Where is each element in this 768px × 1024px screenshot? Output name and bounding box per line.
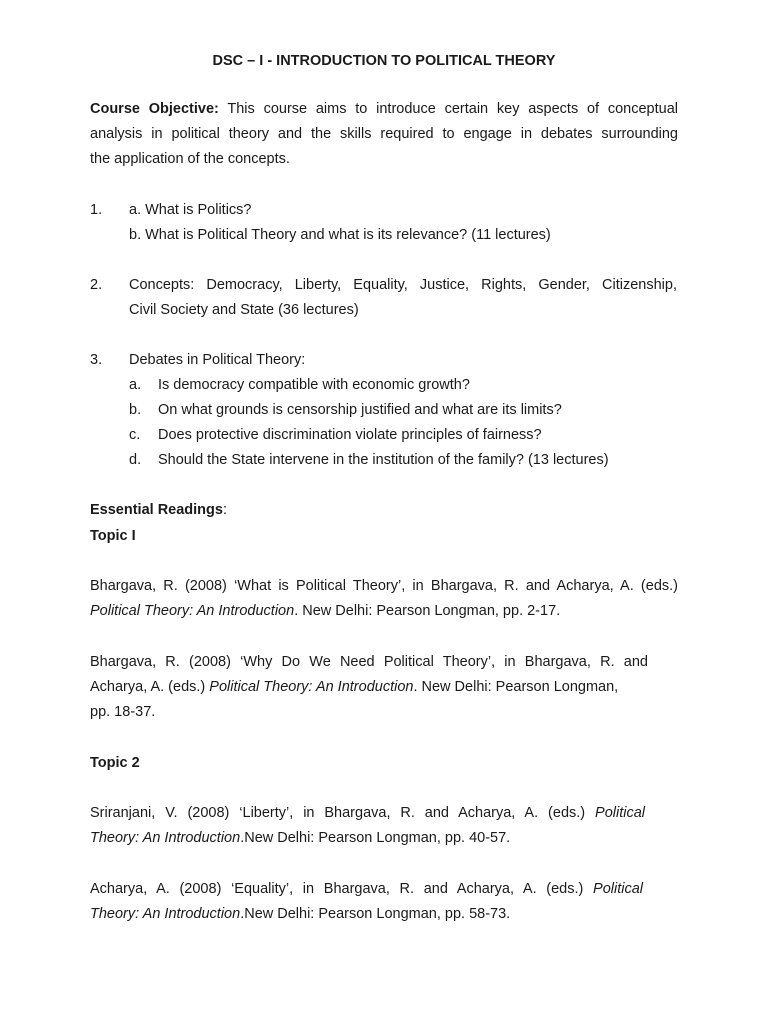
reading-2-pre: Acharya, A. (eds.)	[90, 679, 210, 695]
topic-1-heading: Topic I	[90, 528, 136, 544]
reading-4-book-2: Theory: An Introduction	[90, 906, 241, 922]
debate-c-text: Does protective discrimination violate principles of fairness?	[158, 427, 542, 443]
unit-2-number: 2.	[90, 277, 103, 293]
reading-1-book: Political Theory: An Introduction	[90, 603, 295, 619]
reading-2-book: Political Theory: An Introduction	[209, 679, 414, 695]
debate-c-letter: c.	[129, 427, 141, 443]
reading-3-pre: Sriranjani, V. (2008) ‘Liberty’, in Bhargava, R. and Acharya, A. (eds.)	[90, 805, 596, 821]
unit-1-number: 1.	[90, 202, 103, 218]
debate-b-text: On what grounds is censorship justified and what are its limits?	[158, 402, 562, 418]
reading-4-pre: Acharya, A. (2008) ‘Equality’, in Bhargava, R. and Acharya, A. (eds.)	[90, 881, 594, 897]
unit-3-heading: Debates in Political Theory:	[129, 352, 306, 368]
objective-line-2: analysis in political theory and the skills required to engage in debates surrounding	[90, 126, 678, 142]
unit-2-line-1: Concepts: Democracy, Liberty, Equality, Justice, Rights, Gender, Citizenship,	[129, 277, 677, 293]
objective-label: Course Objective:	[90, 101, 219, 117]
reading-3-line-2	[90, 828, 678, 848]
reading-1-rest: . New Delhi: Pearson Longman, pp. 2-17.	[294, 603, 561, 619]
reading-3-rest: .New Delhi: Pearson Longman, pp. 40-57.	[240, 830, 511, 846]
unit-2-line-2: Civil Society and State (36 lectures)	[129, 302, 359, 318]
unit-1-item-b: b. What is Political Theory and what is its relevance? (11 lectures)	[129, 227, 551, 243]
debate-d-text: Should the State intervene in the institution of the family? (13 lectures)	[158, 452, 609, 468]
readings-heading	[90, 500, 678, 520]
reading-4-book-1: Political	[593, 881, 643, 897]
reading-3-book-1: Political	[595, 805, 645, 821]
reading-2-rest: . New Delhi: Pearson Longman,	[413, 679, 619, 695]
debate-d-letter: d.	[129, 452, 142, 468]
reading-3-book-2: Theory: An Introduction	[90, 830, 241, 846]
objective-line-3: the application of the concepts.	[90, 151, 290, 167]
objective-line-1	[90, 99, 678, 119]
reading-2-line-1: Bhargava, R. (2008) ‘Why Do We Need Political Theory’, in Bhargava, R. and	[90, 654, 648, 670]
reading-1-line-2	[90, 601, 678, 621]
reading-4-rest: .New Delhi: Pearson Longman, pp. 58-73.	[240, 906, 511, 922]
debate-a-text: Is democracy compatible with economic growth?	[158, 377, 470, 393]
debate-b-letter: b.	[129, 402, 142, 418]
debate-a-letter: a.	[129, 377, 142, 393]
reading-4-line-1	[90, 879, 643, 899]
reading-1-line-1: Bhargava, R. (2008) ‘What is Political Theory’, in Bhargava, R. and Acharya, A. (eds.)	[90, 578, 678, 594]
reading-2-line-2	[90, 677, 678, 697]
readings-heading-colon: :	[222, 502, 227, 518]
reading-4-line-2	[90, 904, 678, 924]
unit-1-item-a: a. What is Politics?	[129, 202, 252, 218]
reading-2-line-3: pp. 18-37.	[90, 704, 156, 720]
unit-3-number: 3.	[90, 352, 103, 368]
objective-text-1: This course aims to introduce certain key aspects of conceptual	[227, 101, 679, 117]
reading-3-line-1	[90, 803, 645, 823]
readings-heading-text: Essential Readings	[90, 502, 223, 518]
page-title: DSC – I - INTRODUCTION TO POLITICAL THEORY	[212, 53, 556, 69]
topic-2-heading: Topic 2	[90, 755, 140, 771]
